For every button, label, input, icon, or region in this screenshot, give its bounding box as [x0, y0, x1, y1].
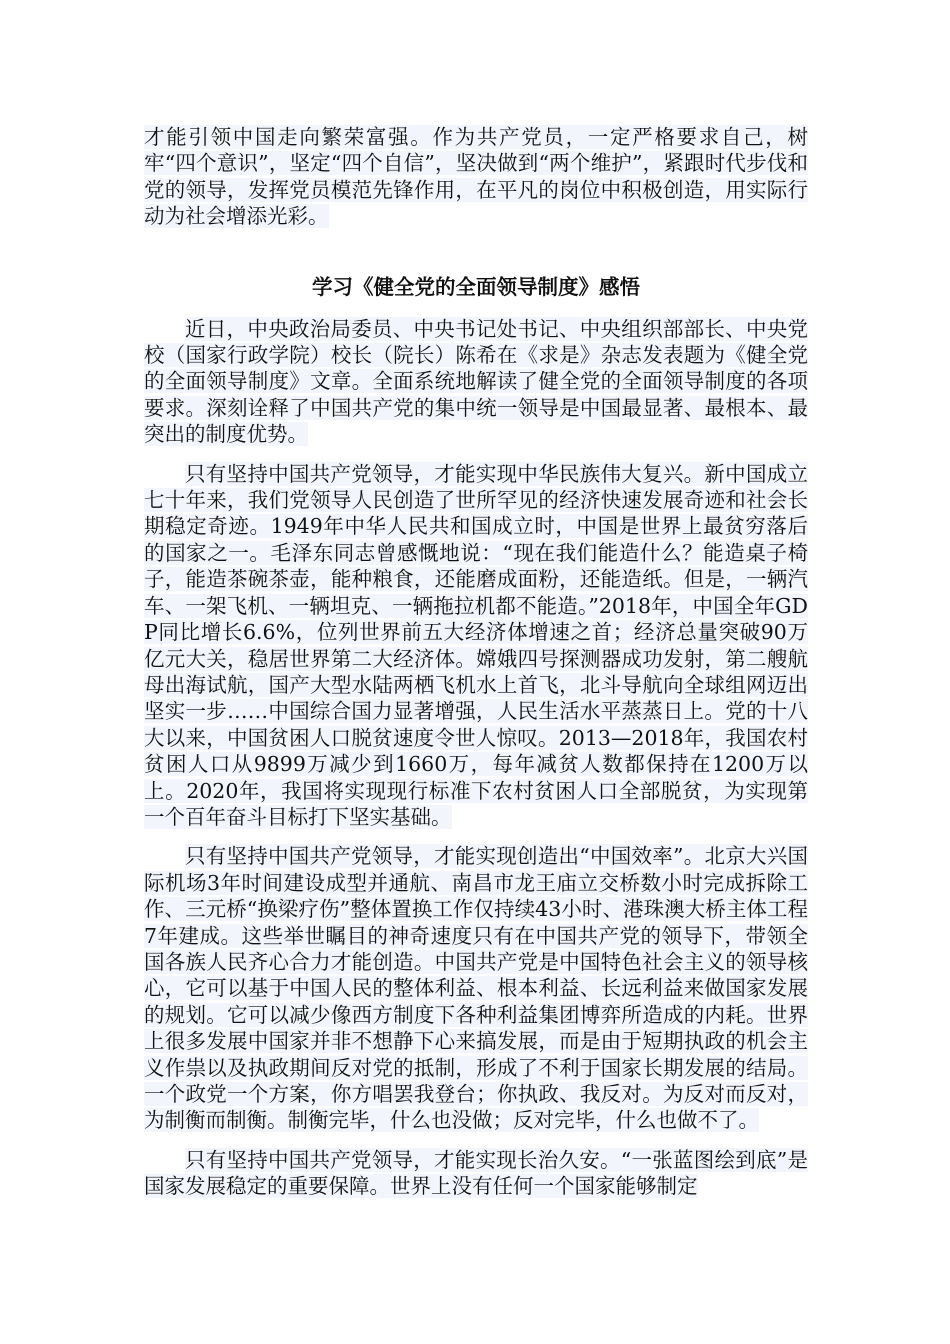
- document-body: [144, 124, 808, 1213]
- paragraph-efficiency: [144, 843, 808, 1133]
- opening-paragraph-text: 才能引领中国走向繁荣富强。作为共产党员，一定严格要求自己，树牢“四个意识”，坚定“四个自信”，坚决做到“两个维护”，紧跟时代步伐和党的领导，发挥党员模范先锋作用，在平凡的岗位中积极创造，用实际行动为社会增添光彩。: [144, 125, 808, 229]
- paragraph-text: 只有坚持中国共产党领导，才能实现中华民族伟大复兴。新中国成立七十年来，我们党领导人民创造了世所罕见的经济快速发展奇迹和社会长期稳定奇迹。1949年中华人民共和国成立时，中国是世界上最贫穷落后的国家之一。毛泽东同志曾感慨地说：“现在我们能造什么？能造桌子椅子，能造茶碗茶壶，能种粮食，还能磨成面粉，还能造纸。但是，一辆汽车、一架飞机、一辆坦克、一辆拖拉机都不能造。”2018年，中国全年GDP同比增长6.6%，位列世界前五大经济体增速之首；经济总量突破90万亿元大关，稳居世界第二大经济体。嫦娥四号探测器成功发射，第二艘航母出海试航，国产大型水陆两栖飞机水上首飞，北斗导航向全球组网迈出坚实一步……中国综合国力显著增强，人民生活水平蒸蒸日上。党的十八大以来，中国贫困人口脱贫速度令世人惊叹。2013—2018年，我国农村贫困人口从9899万减少到1660万，每年减贫人数都保持在1200万以上。2020年，我国将实现现行标准下农村贫困人口全部脱贫，为实现第一个百年奋斗目标打下坚实基础。: [144, 461, 808, 829]
- paragraph-text: 只有坚持中国共产党领导，才能实现创造出“中国效率”。北京大兴国际机场3年时间建设成型并通航、南昌市龙王庙立交桥数小时完成拆除工作、三元桥“换梁疗伤”整体置换工作仅持续43小时、港珠澳大桥主体工程7年建成。这些举世瞩目的神奇速度只有在中国共产党的领导下，带领全国各族人民齐心合力才能创造。中国共产党是中国特色社会主义的领导核心，它可以基于中国人民的整体利益、根本利益、长远利益来做国家发展的规划。它可以减少像西方制度下各种利益集团博弈所造成的内耗。世界上很多发展中国家并非不想静下心来搞发展，而是由于短期执政的机会主义作祟以及执政期间反对党的抵制，形成了不利于国家长期发展的结局。一个政党一个方案，你方唱罢我登台；你执政、我反对。为反对而反对，为制衡而制衡。制衡完毕，什么也没做；反对完毕，什么也做不了。: [144, 844, 808, 1133]
- paragraph-intro: [144, 316, 808, 448]
- paragraph-text: 只有坚持中国共产党领导，才能实现长治久安。“一张蓝图绘到底”是国家发展稳定的重要保障。世界上没有任何一个国家能够制定: [144, 1147, 808, 1199]
- article-heading: 学习《健全党的全面领导制度》感悟: [312, 274, 640, 299]
- paragraph-stability: [144, 1147, 808, 1200]
- opening-paragraph: [144, 124, 808, 230]
- paragraph-rejuvenation: [144, 461, 808, 831]
- paragraph-text: 近日，中央政治局委员、中央书记处书记、中央组织部部长、中央党校（国家行政学院）校长（院长）陈希在《求是》杂志发表题为《健全党的全面领导制度》文章。全面系统地解读了健全党的全面领导制度的各项要求。深刻诠释了中国共产党的集中统一领导是中国最显著、最根本、最突出的制度优势。: [144, 316, 808, 447]
